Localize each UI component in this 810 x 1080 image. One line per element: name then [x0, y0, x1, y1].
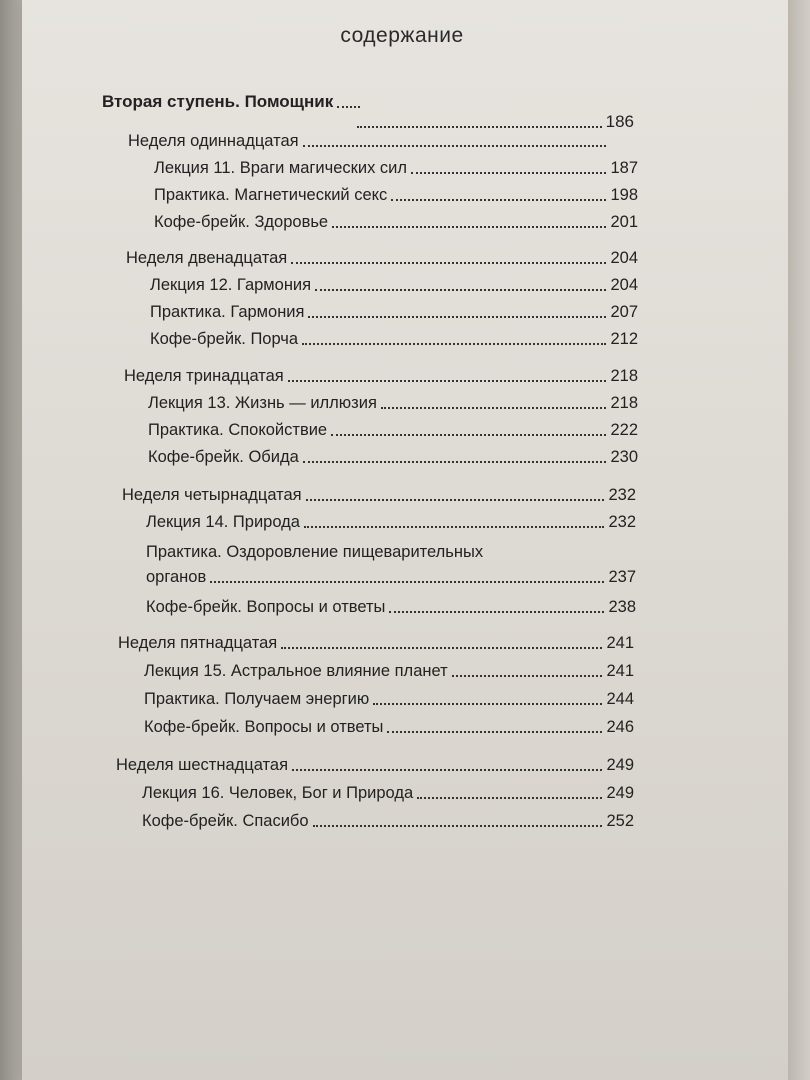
- toc-leader-dots: [281, 647, 602, 649]
- toc-subentry: [146, 543, 636, 587]
- toc-page-number: 241: [606, 634, 634, 652]
- toc-week-entry: [126, 249, 638, 268]
- toc-subentry: [154, 213, 638, 232]
- toc-leader-dots: [315, 289, 606, 291]
- toc-leader-dots: [337, 106, 360, 108]
- toc-entry-title: Неделя двенадцатая: [126, 249, 288, 267]
- toc-leader-dots: [306, 499, 605, 501]
- toc-leader-dots: [417, 797, 602, 799]
- toc-page-number: 252: [606, 812, 634, 830]
- toc-leader-dots: [302, 343, 606, 345]
- toc-page-number: 207: [610, 303, 638, 321]
- toc-leader-dots: [303, 145, 607, 147]
- toc-week-entry: [124, 367, 638, 386]
- toc-leader-dots: [308, 316, 606, 318]
- toc-entry-title: Кофе-брейк. Порча: [150, 330, 299, 348]
- toc-entry-title: Кофе-брейк. Обида: [148, 448, 299, 466]
- toc-entry-title: органов: [146, 568, 207, 586]
- toc-entry-title: Кофе-брейк. Вопросы и ответы: [146, 598, 386, 616]
- toc-subentry: [154, 186, 638, 205]
- page-header: содержание: [340, 24, 464, 47]
- toc-entry-title: Неделя четырнадцатая: [122, 486, 302, 504]
- toc-page-number: 218: [610, 367, 638, 385]
- toc-page-number: 237: [608, 568, 636, 586]
- toc-entry-title: Кофе-брейк. Спасибо: [142, 812, 309, 830]
- toc-page-number: 204: [610, 249, 638, 267]
- toc-entry-title: Лекция 14. Природа: [146, 513, 300, 531]
- toc-entry-title: Практика. Получаем энергию: [144, 690, 370, 708]
- toc-leader-dots: [210, 581, 604, 583]
- toc-leader-dots: [291, 262, 606, 264]
- toc-leader-dots: [357, 126, 602, 128]
- toc-leader-dots: [332, 226, 606, 228]
- toc-entry-title: Неделя шестнадцатая: [116, 756, 289, 774]
- toc-week-entry: [128, 132, 638, 151]
- toc-leader-dots: [288, 380, 607, 382]
- toc-entry-title: Лекция 15. Астральное влияние планет: [144, 662, 448, 680]
- toc-part-entry: [102, 92, 634, 132]
- toc-page-number: 249: [606, 756, 634, 774]
- toc-subentry: [142, 784, 634, 803]
- toc-subentry: [146, 598, 636, 617]
- toc-leader-dots: [292, 769, 602, 771]
- toc-leader-dots: [381, 407, 607, 409]
- toc-subentry: [148, 421, 638, 440]
- toc-leader-dots: [331, 434, 606, 436]
- toc-entry-title: Неделя тринадцатая: [124, 367, 284, 385]
- toc-page-number: 201: [610, 213, 638, 231]
- toc-entry-title: Кофе-брейк. Здоровье: [154, 213, 329, 231]
- toc-page-number: 232: [608, 486, 636, 504]
- toc-entry-title: Лекция 11. Враги магических сил: [154, 159, 408, 177]
- book-page-edge: [788, 0, 810, 1080]
- toc-page-number: 230: [610, 448, 638, 466]
- toc-page-number: 187: [610, 159, 638, 177]
- toc-subentry: [150, 303, 638, 322]
- toc-entry-title: Неделя одиннадцатая: [128, 132, 299, 150]
- toc-subentry: [144, 718, 634, 737]
- toc-leader-dots: [389, 611, 604, 613]
- toc-entry-title: Практика. Гармония: [150, 303, 305, 321]
- toc-subentry: [148, 394, 638, 413]
- toc-entry-title: Практика. Спокойствие: [148, 421, 328, 439]
- toc-page-number: 241: [606, 662, 634, 680]
- toc-entry-title: Лекция 12. Гармония: [150, 276, 312, 294]
- toc-page-number: 204: [610, 276, 638, 294]
- toc-subentry: [144, 662, 634, 681]
- toc-leader-dots: [411, 172, 606, 174]
- toc-leader-dots: [452, 675, 603, 677]
- toc-entry-title: Практика. Магнетический секс: [154, 186, 388, 204]
- toc-subentry: [150, 330, 638, 349]
- toc-part-title: Вторая ступень. Помощник: [102, 92, 334, 111]
- toc-page-number: 212: [610, 330, 638, 348]
- toc-page-number: 249: [606, 784, 634, 802]
- toc-subentry: [150, 276, 638, 295]
- toc-subentry: [142, 812, 634, 831]
- toc-leader-dots: [304, 526, 604, 528]
- toc-subentry: [154, 159, 638, 178]
- toc-leader-dots: [391, 199, 606, 201]
- toc-entry-title: Лекция 16. Человек, Бог и Природа: [142, 784, 414, 802]
- toc-entry-title: Лекция 13. Жизнь — иллюзия: [148, 394, 377, 412]
- toc-page-number: 246: [606, 718, 634, 736]
- toc-subentry: [148, 448, 638, 467]
- toc-page-number: 238: [608, 598, 636, 616]
- toc-page-number: 244: [606, 690, 634, 708]
- toc-leader-dots: [387, 731, 602, 733]
- toc-entry-title-line1: Практика. Оздоровление пищеварительных: [146, 543, 484, 561]
- toc-subentry: [144, 690, 634, 709]
- toc-week-entry: [116, 756, 634, 775]
- toc-page-number: 198: [610, 186, 638, 204]
- toc-week-entry: [122, 486, 636, 505]
- toc-page-number: 222: [610, 421, 638, 439]
- toc-leader-dots: [303, 461, 607, 463]
- toc-leader-dots: [313, 825, 603, 827]
- toc-week-entry: [118, 634, 634, 653]
- book-page: [22, 0, 790, 1080]
- toc-page-number: 232: [608, 513, 636, 531]
- toc-leader-dots: [373, 703, 602, 705]
- toc-entry-title: Кофе-брейк. Вопросы и ответы: [144, 718, 384, 736]
- toc-page-number: 218: [610, 394, 638, 412]
- toc-page-number: 186: [605, 112, 634, 131]
- toc-entry-title: Неделя пятнадцатая: [118, 634, 278, 652]
- toc-subentry: [146, 513, 636, 532]
